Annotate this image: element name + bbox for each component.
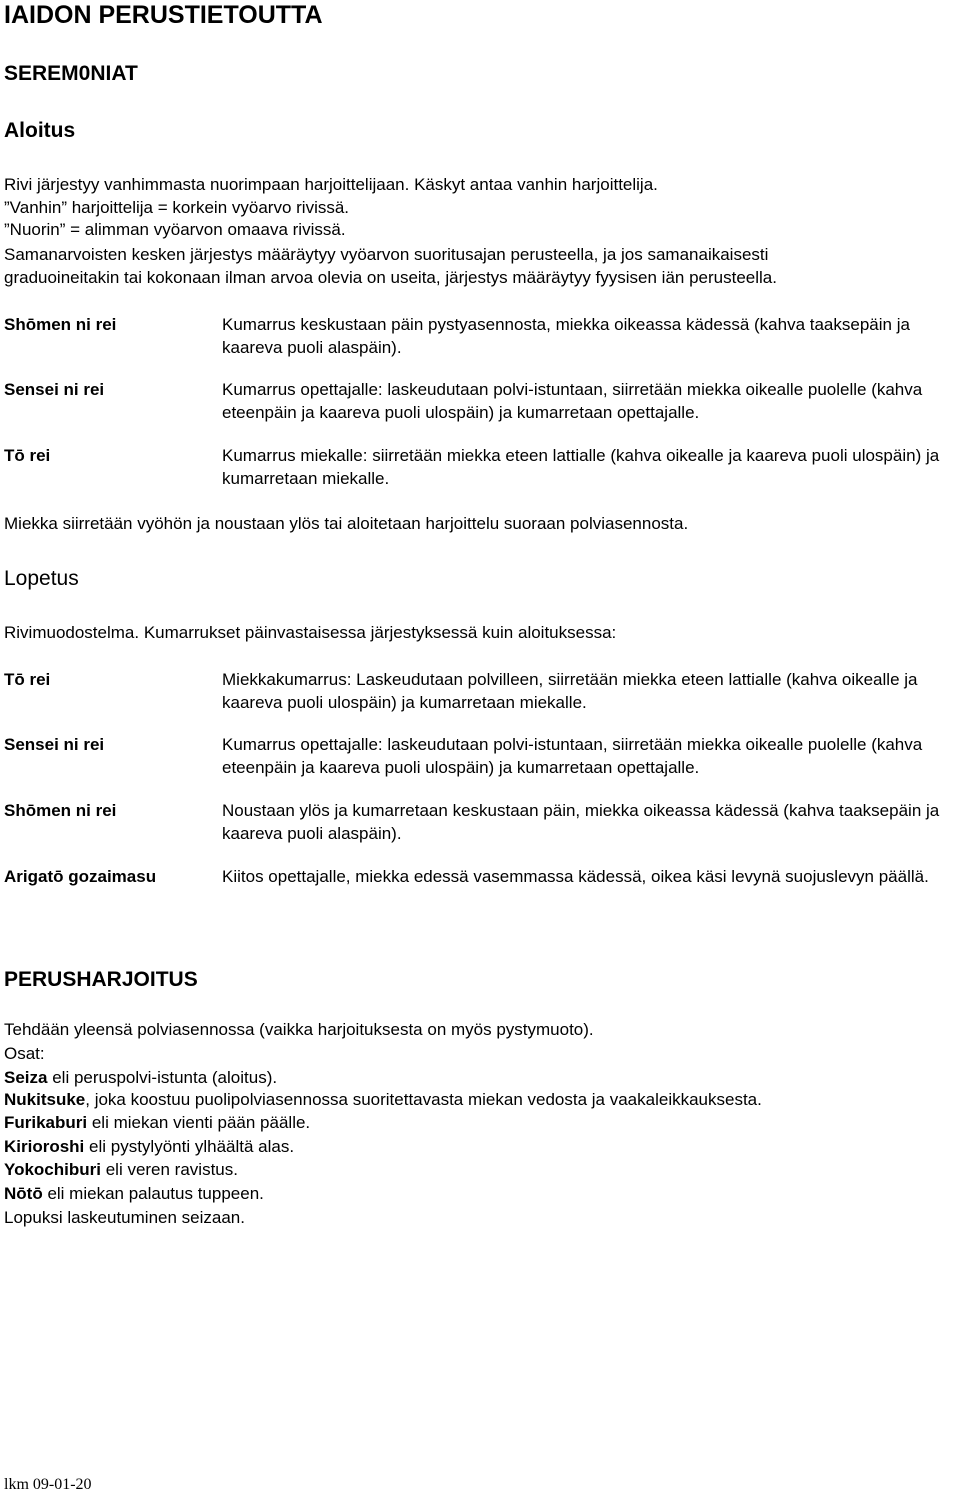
list-item (4, 1158, 238, 1181)
term-label: Arigatō gozaimasu (4, 867, 157, 886)
part-description: eli pystylyönti ylhäältä alas. (84, 1137, 295, 1156)
list-item (4, 1182, 264, 1205)
subheading-aloitus: Aloitus (4, 119, 76, 142)
paragraph-line: Lopuksi laskeutuminen seizaan. (4, 1208, 245, 1227)
term-label: Tō rei (4, 446, 51, 465)
part-name: Furikaburi (4, 1113, 88, 1132)
paragraph-line: Rivimuodostelma. Kumarrukset päinvastaisessa järjestyksessä kuin aloituksessa: (4, 623, 617, 642)
list-item (4, 1111, 310, 1134)
term-description: Noustaan ylös ja kumarretaan keskustaan päin, miekka oikeassa kädessä (kahva taaksepäin ja kaareva puoli alaspäin). (222, 801, 940, 843)
parts-label: Osat: (4, 1044, 45, 1063)
term-description: Kiitos opettajalle, miekka edessä vasemmassa kädessä, oikea käsi levynä suojuslevyn päällä. (222, 867, 929, 886)
part-name: Yokochiburi (4, 1160, 101, 1179)
paragraph-line: ”Nuorin” = alimman vyöarvon omaava rivissä. (4, 220, 346, 239)
term-description: Kumarrus miekalle: siirretään miekka eteen lattialle (kahva oikealle ja kaareva puoli ulospäin) ja kumarretaan miekalle. (222, 446, 940, 488)
part-name: Kirioroshi (4, 1137, 85, 1156)
part-description: eli miekan vienti pään päälle. (87, 1113, 311, 1132)
term-label: Sensei ni rei (4, 735, 105, 754)
term-label: Shōmen ni rei (4, 315, 117, 334)
list-item (4, 1066, 277, 1089)
list-item (4, 1088, 762, 1111)
paragraph-line: Samanarvoisten kesken järjestys määräytyy vyöarvon suoritusajan perusteella, ja jos samanaikaisesti (4, 245, 769, 264)
part-name: Nukitsuke (4, 1090, 86, 1109)
paragraph-line: Tehdään yleensä polviasennossa (vaikka harjoituksesta on myös pystymuoto). (4, 1020, 594, 1039)
part-description: eli miekan palautus tuppeen. (42, 1184, 264, 1203)
term-description: Kumarrus opettajalle: laskeudutaan polvi-istuntaan, siirretään miekka oikealle puolelle (kahva eteenpäin ja kaareva puoli ulospäin) ja kumarretaan opettajalle. (222, 735, 923, 777)
footer-note: lkm 09-01-20 (4, 1476, 92, 1493)
part-description: eli peruspolvi-istunta (aloitus). (47, 1068, 278, 1087)
term-description: Kumarrus keskustaan päin pystyasennosta, miekka oikeassa kädessä (kahva taaksepäin ja kaareva puoli alaspäin). (222, 315, 910, 357)
term-label: Tō rei (4, 670, 51, 689)
paragraph-line: ”Vanhin” harjoittelija = korkein vyöarvo rivissä. (4, 198, 350, 217)
subheading-lopetus: Lopetus (4, 567, 79, 590)
part-description: eli veren ravistus. (100, 1160, 238, 1179)
paragraph-line: Miekka siirretään vyöhön ja noustaan ylös tai aloitetaan harjoittelu suoraan polviasennosta. (4, 514, 689, 533)
paragraph-line: graduoineitakin tai kokonaan ilman arvoa olevia on useita, järjestys määräytyy fyysisen iän perusteella. (4, 268, 777, 287)
term-description: Miekkakumarrus: Laskeudutaan polvilleen, siirretään miekka eteen lattialle (kahva oikealle ja kaareva puoli ulospäin) ja kumarretaan miekalle. (222, 670, 918, 712)
list-item (4, 1135, 294, 1158)
section-heading-perusharjoitus: PERUSHARJOITUS (4, 968, 198, 991)
document-title: IAIDON PERUSTIETOUTTA (4, 1, 323, 29)
term-description: Kumarrus opettajalle: laskeudutaan polvi-istuntaan, siirretään miekka oikealle puolelle (kahva eteenpäin ja kaareva puoli ulospäin) ja kumarretaan opettajalle. (222, 380, 923, 422)
paragraph-line: Rivi järjestyy vanhimmasta nuorimpaan harjoittelijaan. Käskyt antaa vanhin harjoittelija. (4, 175, 658, 194)
term-label: Sensei ni rei (4, 380, 105, 399)
part-name: Seiza (4, 1068, 48, 1087)
term-label: Shōmen ni rei (4, 801, 117, 820)
section-heading-seremoniat: SEREM0NIAT (4, 62, 138, 85)
part-description: , joka koostuu puolipolviasennossa suoritettavasta miekan vedosta ja vaakaleikkauksesta. (85, 1090, 762, 1109)
part-name: Nōtō (4, 1184, 43, 1203)
